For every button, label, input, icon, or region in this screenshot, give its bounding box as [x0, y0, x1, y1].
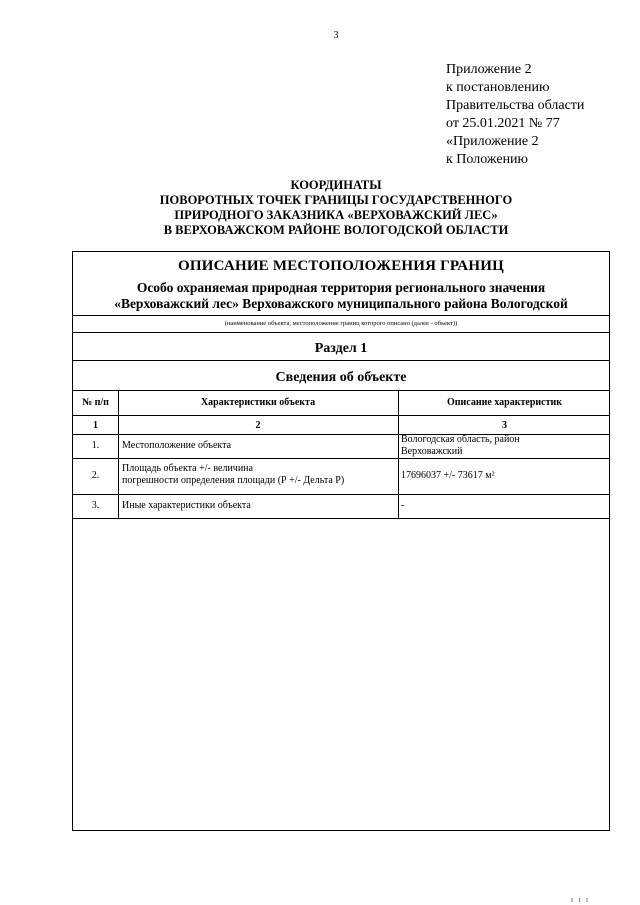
table-cell-description — [401, 434, 520, 458]
page-number: 3 — [333, 30, 339, 41]
table-cell-description — [401, 470, 495, 482]
column-number: 2 — [255, 420, 261, 431]
table-row-number: 2. — [91, 470, 100, 481]
cell-text: Местоположение объекта — [122, 440, 232, 451]
appendix-line: Приложение 2 — [446, 62, 532, 77]
divider — [73, 494, 609, 495]
cell-text: Верховажский — [401, 446, 463, 457]
cell-text: Иные характеристики объекта — [122, 500, 251, 511]
appendix-line: «Приложение 2 — [446, 134, 539, 149]
boundary-description-form — [72, 251, 610, 831]
divider — [73, 434, 609, 435]
appendix-block — [446, 61, 584, 169]
table-cell-characteristic — [122, 440, 231, 452]
cell-text: - — [401, 500, 405, 511]
cell-text: 17696037 +/- 73617 м² — [401, 470, 495, 481]
title-line: КООРДИНАТЫ — [290, 178, 382, 192]
table-row-number: 3. — [91, 500, 100, 511]
column-number: 3 — [502, 420, 507, 431]
table-row-number: 1. — [91, 440, 100, 451]
object-name-caption: (наименование объекта, местоположение границ которого описано (далее - объект)) — [224, 320, 458, 327]
title-line: ПОВОРОТНЫХ ТОЧЕК ГРАНИЦЫ ГОСУДАРСТВЕННОГО — [159, 193, 513, 207]
cell-text: Вологодская область, район — [401, 434, 520, 445]
title-line: В ВЕРХОВАЖСКОМ РАЙОНЕ ВОЛОГОДСКОЙ ОБЛАСТИ — [163, 223, 509, 237]
title-line: ПРИРОДНОГО ЗАКАЗНИКА «ВЕРХОВАЖСКИЙ ЛЕС» — [174, 208, 498, 222]
divider — [73, 315, 609, 316]
appendix-line: Правительства области — [446, 98, 585, 113]
column-number: 1 — [93, 420, 98, 431]
object-name-line: Особо охраняемая природная территория регионального значения — [136, 280, 546, 295]
column-header-number: № п/п — [82, 397, 109, 408]
object-name — [73, 280, 609, 312]
section-title: Раздел 1 — [314, 341, 368, 356]
table-cell-description — [401, 500, 404, 512]
divider — [73, 458, 609, 459]
column-header-characteristic: Характеристики объекта — [200, 397, 316, 408]
object-name-line: «Верховажский лес» Верховажского муниципального района Вологодской — [114, 296, 568, 311]
table-cell-characteristic — [122, 463, 344, 487]
appendix-line: к постановлению — [446, 80, 550, 95]
document-title — [0, 178, 640, 238]
footer-mark: I I I — [571, 898, 590, 904]
column-divider — [398, 390, 399, 518]
column-divider — [118, 390, 119, 518]
divider — [73, 415, 609, 416]
divider — [73, 518, 609, 519]
divider — [73, 360, 609, 361]
cell-text: погрешности определения площади (Р +/- Дельта Р) — [122, 475, 345, 486]
cell-text: Площадь объекта +/- величина — [122, 463, 253, 474]
appendix-line: от 25.01.2021 № 77 — [446, 116, 560, 131]
column-header-description: Описание характеристик — [446, 397, 563, 408]
divider — [73, 332, 609, 333]
table-cell-characteristic — [122, 500, 251, 512]
subsection-title: Сведения об объекте — [275, 370, 407, 385]
form-heading: ОПИСАНИЕ МЕСТОПОЛОЖЕНИЯ ГРАНИЦ — [178, 258, 504, 274]
divider — [73, 390, 609, 391]
appendix-line: к Положению — [446, 152, 529, 167]
